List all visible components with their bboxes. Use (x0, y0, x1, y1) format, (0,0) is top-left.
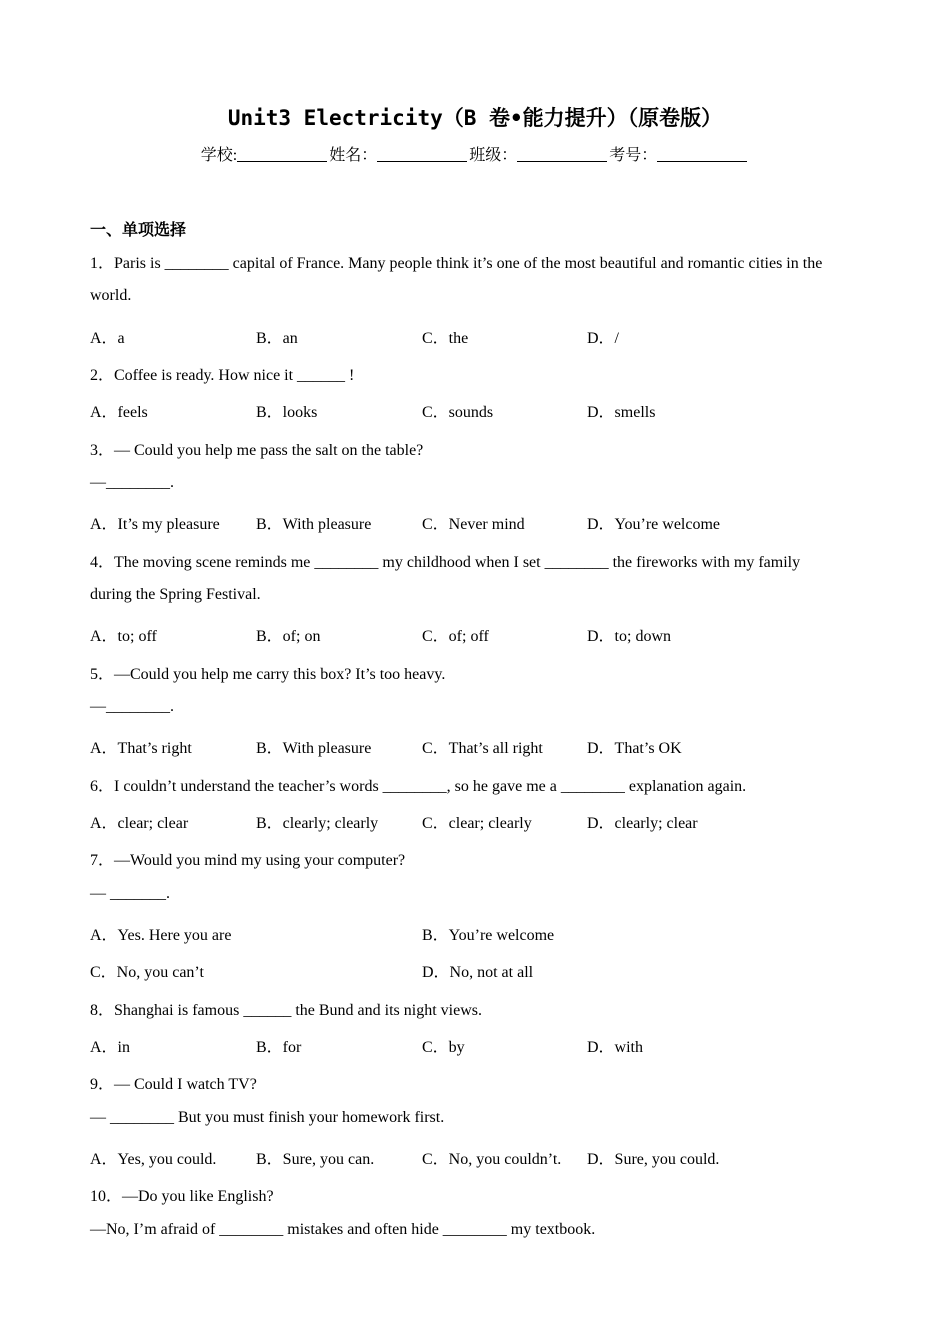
option-c: C．No, you couldn’t. (422, 1151, 562, 1168)
option-b: B．With pleasure (256, 516, 372, 533)
question-1-line-1: 1．Paris is ________ capital of France. Many people think it’s one of the most beautiful and romantic cities in the (90, 255, 823, 272)
option-c: C．of; off (422, 628, 489, 645)
option-d: D．clearly; clear (587, 815, 698, 832)
option-a: A．Yes. Here you are (90, 927, 232, 944)
option-d: D．/ (587, 330, 620, 347)
question-10-line-2: —No, I’m afraid of ________ mistakes and often hide ________ my textbook. (90, 1221, 596, 1238)
option-a: A．It’s my pleasure (90, 516, 220, 533)
option-a: A．clear; clear (90, 815, 189, 832)
option-d: D．Sure, you could. (587, 1151, 720, 1168)
question-5-line-2: —________. (90, 698, 174, 715)
question-7-line-2: — _______. (90, 885, 170, 902)
option-c: C．by (422, 1039, 465, 1056)
option-a: A．to; off (90, 628, 157, 645)
option-b: B．for (256, 1039, 302, 1056)
student-info-row (0, 142, 950, 165)
school-label: 学校: (200, 147, 238, 164)
option-a: A．in (90, 1039, 131, 1056)
option-c: C．sounds (422, 404, 494, 421)
option-b: B．You’re welcome (422, 927, 555, 944)
section-title: 一、单项选择 (90, 220, 187, 239)
option-a: A．Yes, you could. (90, 1151, 217, 1168)
option-b: B．Sure, you can. (256, 1151, 375, 1168)
option-d: D．to; down (587, 628, 672, 645)
question-2-line-1: 2．Coffee is ready. How nice it ______ ! (90, 367, 355, 384)
option-c: C．No, you can’t (90, 964, 204, 981)
question-6-line-1: 6．I couldn’t understand the teacher’s words ________, so he gave me a ________ explanation again. (90, 778, 747, 795)
name-label: 姓名： (329, 147, 378, 164)
option-c: C．the (422, 330, 469, 347)
option-d: D．smells (587, 404, 656, 421)
question-3-line-2: —________. (90, 474, 174, 491)
option-c: C．That’s all right (422, 740, 543, 757)
number-label: 考号： (609, 147, 658, 164)
option-c: C．Never mind (422, 516, 525, 533)
option-b: B．looks (256, 404, 318, 421)
question-4-line-2: during the Spring Festival. (90, 586, 261, 603)
number-blank[interactable] (657, 146, 747, 162)
school-blank[interactable] (237, 146, 327, 162)
question-3-line-1: 3．— Could you help me pass the salt on the table? (90, 442, 424, 459)
question-4-line-1: 4．The moving scene reminds me ________ my childhood when I set ________ the fireworks with my family (90, 554, 801, 571)
option-d: D．You’re welcome (587, 516, 721, 533)
class-blank[interactable] (517, 146, 607, 162)
option-a: A．That’s right (90, 740, 192, 757)
option-b: B．of; on (256, 628, 321, 645)
option-d: D．No, not at all (422, 964, 534, 981)
option-d: D．with (587, 1039, 644, 1056)
option-c: C．clear; clearly (422, 815, 532, 832)
name-blank[interactable] (377, 146, 467, 162)
question-9-line-1: 9．— Could I watch TV? (90, 1076, 257, 1093)
option-b: B．clearly; clearly (256, 815, 379, 832)
question-10-line-1: 10．—Do you like English? (90, 1188, 274, 1205)
option-a: A．a (90, 330, 125, 347)
question-5-line-1: 5．—Could you help me carry this box? It’s too heavy. (90, 666, 446, 683)
class-label: 班级： (469, 147, 518, 164)
question-9-line-2: — ________ But you must finish your homework first. (90, 1109, 445, 1126)
page-title: Unit3 Electricity（B 卷•能力提升）（原卷版） (227, 106, 723, 130)
option-a: A．feels (90, 404, 148, 421)
option-b: B．With pleasure (256, 740, 372, 757)
question-1-line-2: world. (90, 287, 132, 304)
question-7-line-1: 7．—Would you mind my using your computer? (90, 852, 406, 869)
option-d: D．That’s OK (587, 740, 682, 757)
option-b: B．an (256, 330, 298, 347)
question-8-line-1: 8．Shanghai is famous ______ the Bund and its night views. (90, 1002, 482, 1019)
